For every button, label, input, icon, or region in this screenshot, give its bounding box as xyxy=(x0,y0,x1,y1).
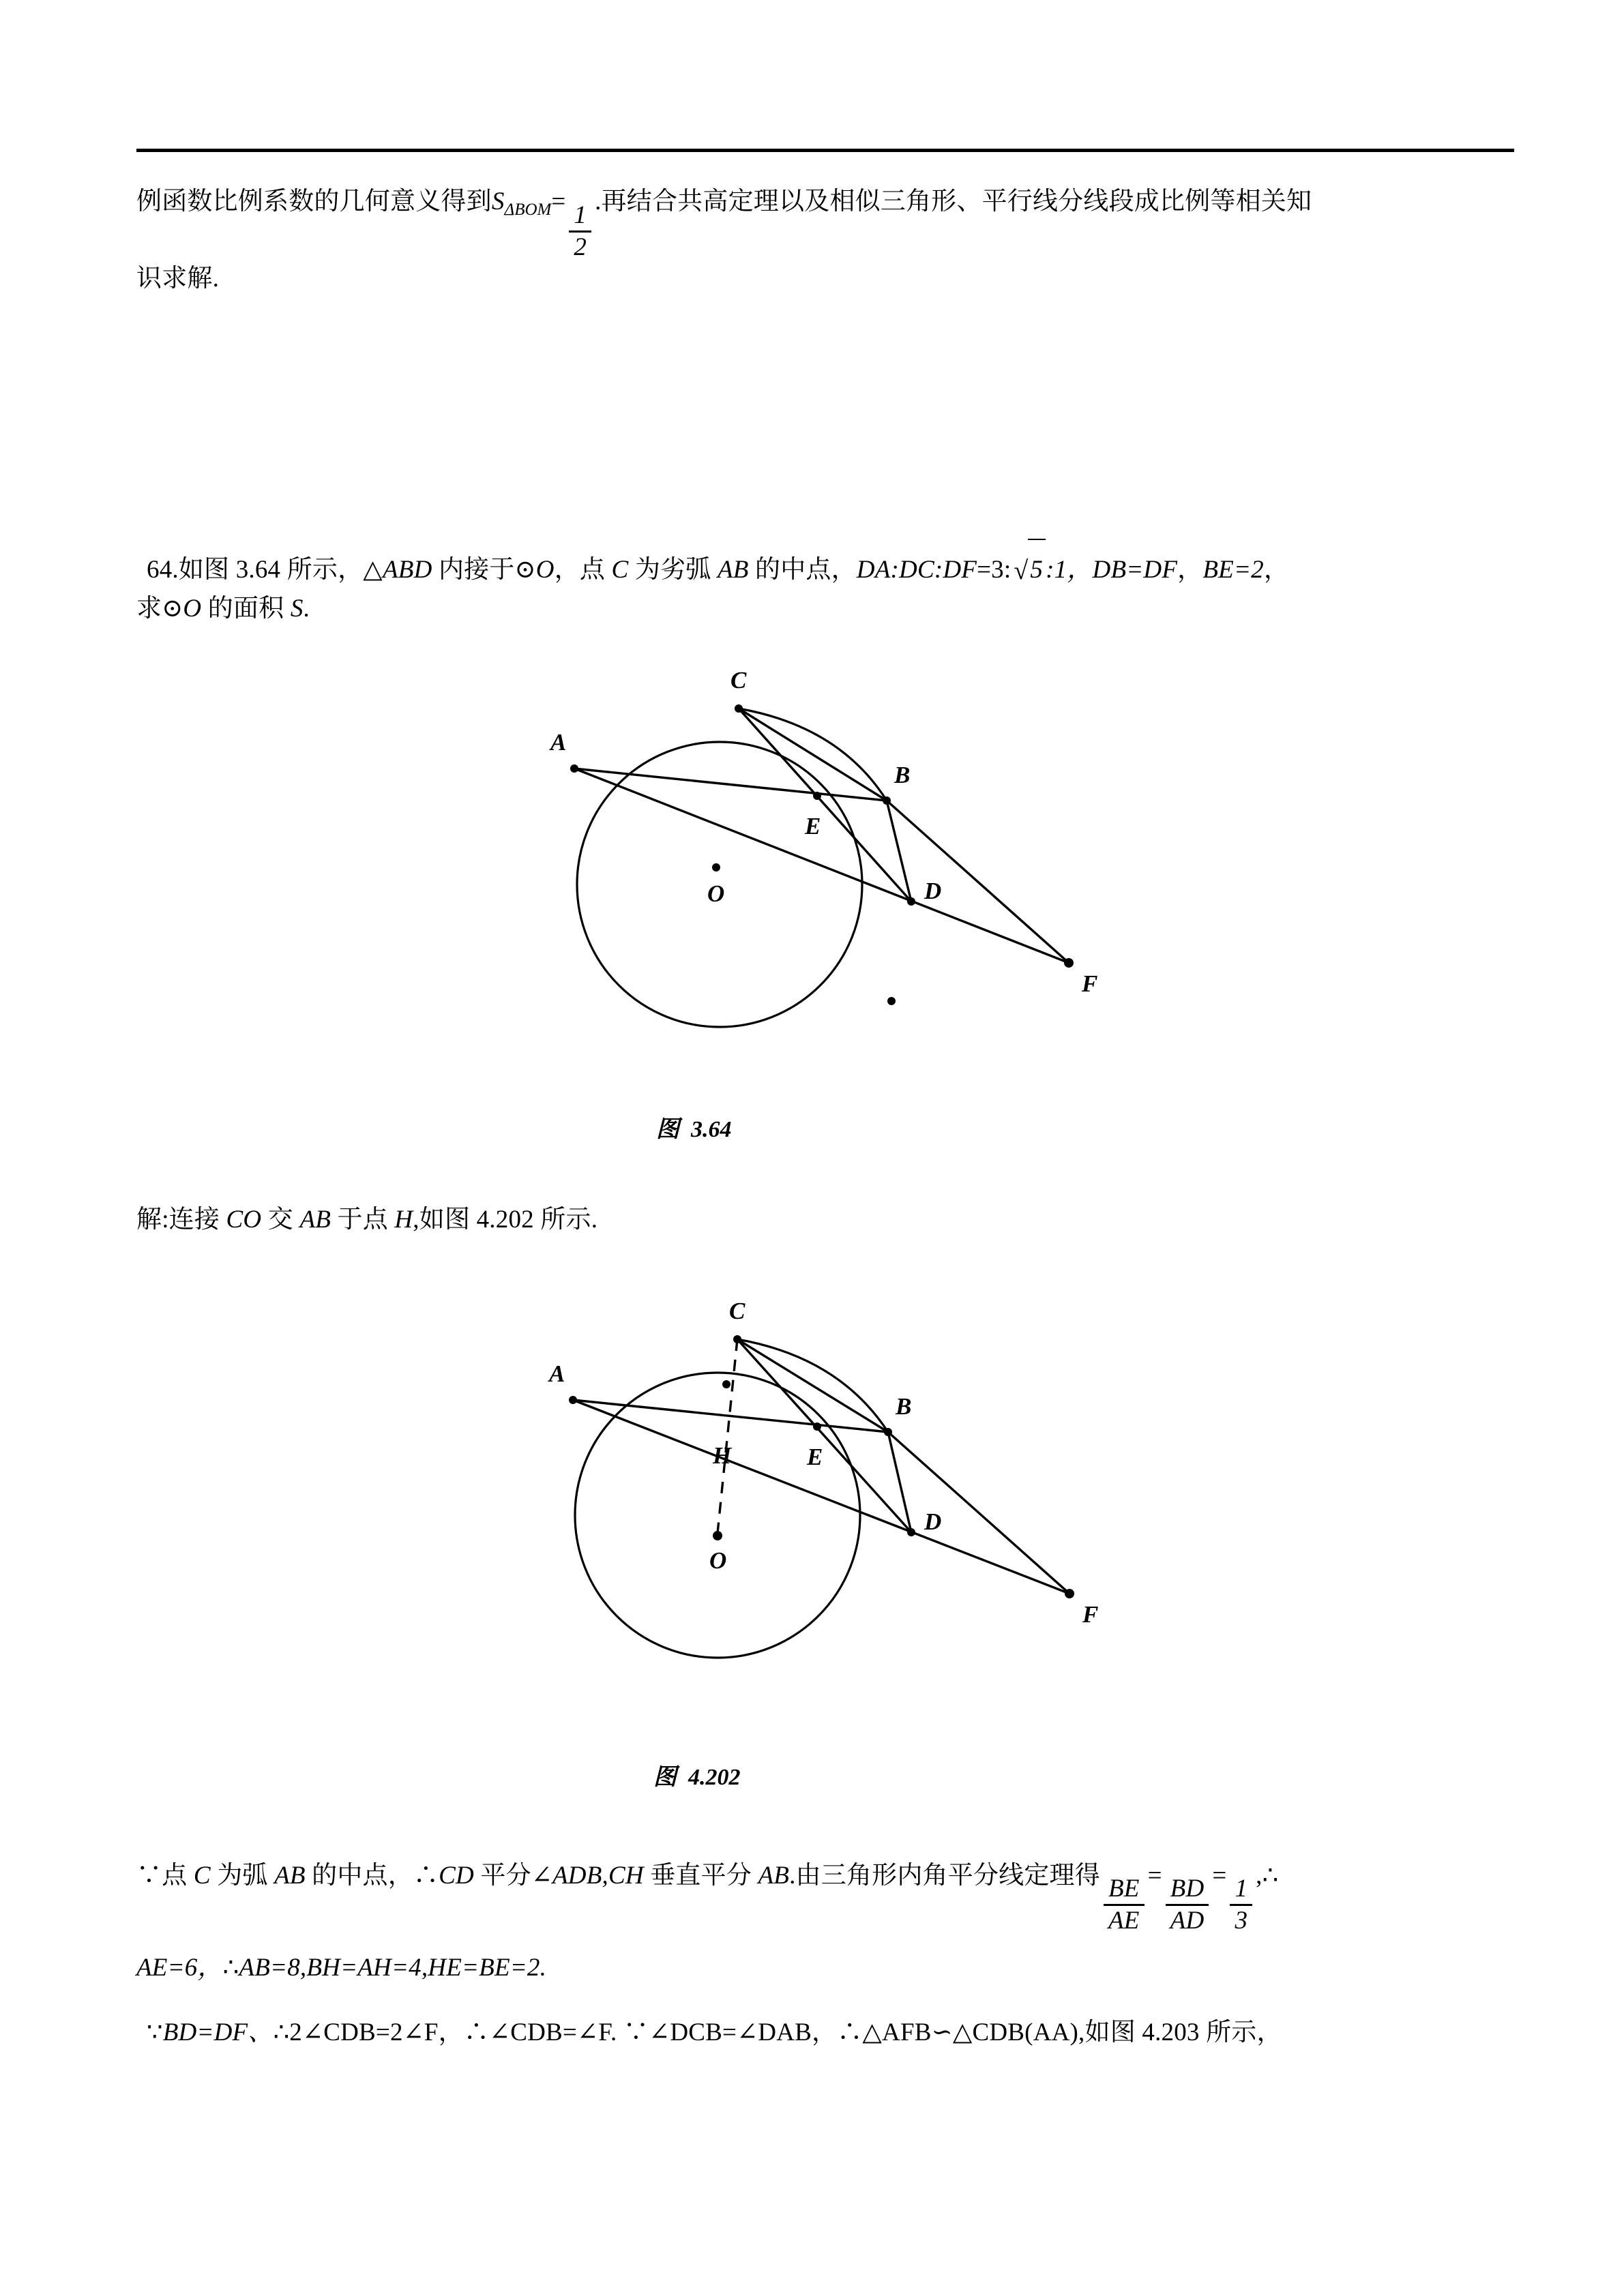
proof-ab-2: AB xyxy=(758,1862,790,1890)
triangle-abd: ABD xyxy=(382,556,432,584)
solution-mid-2: 于点 xyxy=(331,1206,395,1234)
proof-p1-e: 平分∠ xyxy=(473,1862,552,1890)
segment-cd-2 xyxy=(737,1339,911,1532)
problem-line2-a: 求⊙ xyxy=(136,595,183,623)
proof-p1-f: 垂直平分 xyxy=(643,1862,758,1890)
proof-ab-bh-values: AB=8,BH=AH=4,HE=BE=2. xyxy=(239,1954,547,1982)
ratio-tail: :1， xyxy=(1046,556,1093,584)
label-c: C xyxy=(730,667,747,694)
label-b-2: B xyxy=(896,1393,912,1420)
figure-caption-word-2: 图 xyxy=(653,1765,677,1790)
fraction-one-third xyxy=(1230,1876,1252,1933)
figure-4-202-caption xyxy=(653,1758,741,1791)
problem-text-c: ，点 xyxy=(554,556,612,584)
problem-line2-c: . xyxy=(303,595,310,623)
point-a-dot-2 xyxy=(569,1396,577,1404)
comma-2: ， xyxy=(1263,556,1290,584)
label-d: D xyxy=(924,878,942,904)
proof-p3-f: ∴△AFB∽△CDB(AA), xyxy=(837,2018,1085,2046)
fraction-denominator: 2 xyxy=(574,233,587,262)
proof-p1-tail: ,∴ xyxy=(1256,1862,1279,1890)
label-e: E xyxy=(805,813,821,839)
be-equals-2: BE=2 xyxy=(1202,556,1264,584)
frac-ad-den: AD xyxy=(1170,1906,1205,1935)
segment-bd-2 xyxy=(888,1432,911,1532)
solution-tail: ,如图 4.202 所示. xyxy=(413,1206,598,1234)
figure-caption-number-1: 3.64 xyxy=(691,1117,732,1142)
frac-third-bar xyxy=(1230,1904,1252,1906)
fraction-be-ae xyxy=(1104,1876,1145,1933)
problem-number: 64. xyxy=(147,556,179,584)
frac-third-num: 1 xyxy=(1235,1875,1248,1903)
problem-text-e: 的中点， xyxy=(748,556,857,584)
frac-be-bar xyxy=(1104,1904,1145,1906)
equals-sign: = xyxy=(551,188,566,215)
problem-line2-o: O xyxy=(183,595,202,623)
proof-paragraph-1 xyxy=(136,1848,1278,1934)
proof-cd: CD xyxy=(439,1862,474,1890)
radical-sign: √ xyxy=(1014,556,1029,585)
label-b: B xyxy=(894,762,911,788)
radicand: 5 xyxy=(1028,539,1046,598)
proof-p1-d: 的中点，∴ xyxy=(305,1862,439,1890)
symbol-s-subscript: ΔBOM xyxy=(504,200,552,219)
intro-text-pre: 例函数比例系数的几何意义得到 xyxy=(136,188,492,215)
label-o: O xyxy=(707,880,725,907)
solution-prefix: 解:连接 xyxy=(136,1206,226,1234)
proof-p3-g: 如图 4.203 所示， xyxy=(1084,2018,1282,2046)
label-o-2: O xyxy=(709,1547,727,1574)
dashed-segment-co xyxy=(718,1339,737,1533)
segment-bf-2 xyxy=(888,1432,1069,1594)
proof-p3-because: ∵ xyxy=(147,2018,163,2046)
segment-af-2 xyxy=(573,1400,1069,1594)
point-h-ref: H xyxy=(394,1206,413,1234)
frac-ae-den: AE xyxy=(1108,1906,1140,1935)
figure-caption-word-1: 图 xyxy=(656,1117,679,1142)
proof-eq-2: = xyxy=(1212,1862,1227,1890)
problem-text-a: 如图 3.64 所示，△ xyxy=(178,556,383,584)
proof-therefore-2: ∴ xyxy=(222,1954,239,1982)
label-a-2: A xyxy=(549,1360,565,1387)
label-f-2: F xyxy=(1082,1601,1099,1628)
frac-bd-bar xyxy=(1166,1904,1209,1906)
point-e-dot-2 xyxy=(813,1422,821,1431)
proof-ae-value: AE=6， xyxy=(136,1954,223,1982)
point-c-ref: C xyxy=(611,556,629,584)
problem-text-b: 内接于⊙ xyxy=(432,556,536,584)
proof-p3-d: ∴∠CDB=∠F. xyxy=(463,2018,617,2046)
proof-p1-a: ∵点 xyxy=(136,1862,194,1890)
frac-be-num: BE xyxy=(1108,1875,1140,1903)
proof-p1-b: 为弧 xyxy=(210,1862,275,1890)
label-a: A xyxy=(550,729,567,756)
proof-eq-1: = xyxy=(1147,1862,1162,1890)
proof-point-c: C xyxy=(193,1862,211,1890)
symbol-s: S xyxy=(491,188,505,215)
db-equals-df: DB=DF xyxy=(1092,556,1178,584)
proof-adb-ch: ADB,CH xyxy=(552,1862,644,1890)
intro-text-post: .再结合共高定理以及相似三角形、平行线分线段成比例等相关知 xyxy=(595,188,1312,215)
label-e-2: E xyxy=(807,1444,823,1470)
intro-line2-text: 识求解. xyxy=(136,265,220,293)
frac-third-den: 3 xyxy=(1235,1906,1248,1935)
comma-1: ， xyxy=(1177,556,1203,584)
ratio-equals: =3: xyxy=(977,556,1012,584)
problem-line2-b: 的面积 xyxy=(201,595,291,623)
proof-p3-c: ∴2∠CDB=2∠F， xyxy=(273,2018,464,2046)
problem-text-d: 为劣弧 xyxy=(628,556,718,584)
ratio-label: DA:DC:DF xyxy=(856,556,977,584)
circle-o: O xyxy=(535,556,555,584)
point-f-dot-2 xyxy=(1065,1589,1074,1598)
problem-line2-s: S xyxy=(290,595,304,623)
point-h-dot xyxy=(722,1380,730,1388)
label-f: F xyxy=(1082,970,1098,997)
proof-arc-ab: AB xyxy=(274,1862,306,1890)
segment-ab-ref: AB xyxy=(299,1206,331,1234)
point-b-dot-2 xyxy=(884,1428,892,1436)
proof-bd-df: BD=DF、 xyxy=(162,2018,274,2046)
proof-paragraph-3 xyxy=(147,2005,1282,2061)
label-d-2: D xyxy=(924,1508,942,1535)
proof-paragraph-2 xyxy=(136,1940,546,1996)
proof-p1-g: .由三角形内角平分线定理得 xyxy=(789,1862,1100,1890)
frac-bd-num: BD xyxy=(1170,1875,1205,1903)
fraction-bd-ad xyxy=(1166,1876,1209,1933)
arc-ab-ref: AB xyxy=(717,556,749,584)
point-c-dot-2 xyxy=(733,1335,741,1343)
segment-co-ref: CO xyxy=(226,1206,262,1234)
fraction-numerator: 1 xyxy=(574,201,587,230)
proof-p3-e: ∵∠DCB=∠DAB， xyxy=(623,2018,838,2046)
label-h: H xyxy=(713,1442,732,1469)
point-o-dot-2 xyxy=(713,1531,722,1540)
figure-caption-number-2: 4.202 xyxy=(688,1765,741,1790)
label-c-2: C xyxy=(729,1298,745,1324)
point-d-dot-2 xyxy=(907,1528,915,1536)
solution-mid-1: 交 xyxy=(261,1206,300,1234)
